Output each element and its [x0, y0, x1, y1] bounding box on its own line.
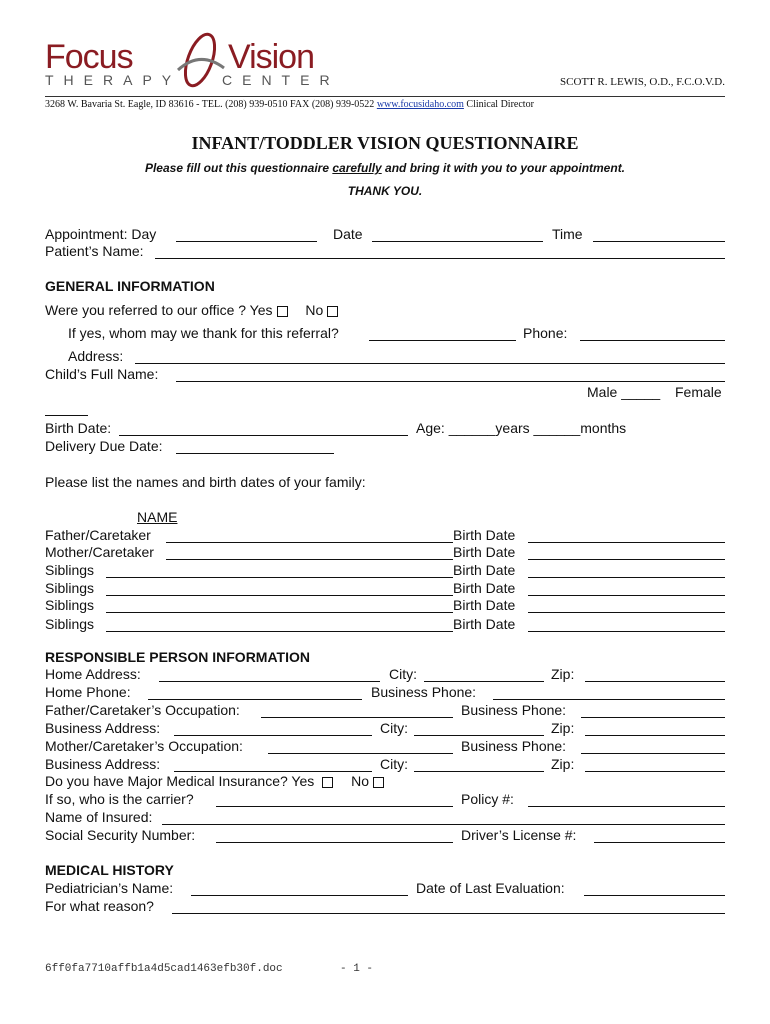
family-name-header: NAME — [137, 509, 178, 525]
father-city-label: City: — [380, 720, 408, 736]
father-zip-field[interactable] — [585, 735, 725, 736]
family-row-label: Siblings — [45, 597, 95, 613]
responsible-heading: RESPONSIBLE PERSON INFORMATION — [45, 649, 310, 665]
home-address-field[interactable] — [159, 681, 380, 682]
family-birth-label: Birth Date — [453, 580, 516, 596]
family-row-label: Father/Caretaker — [45, 527, 151, 543]
family-name-field[interactable] — [106, 577, 453, 578]
business-phone-field[interactable] — [493, 699, 725, 700]
female-label: Female — [675, 384, 722, 400]
medical-history-heading: MEDICAL HISTORY — [45, 862, 174, 878]
last-eval-field[interactable] — [584, 895, 725, 896]
website-link[interactable]: www.focusidaho.com — [376, 99, 464, 110]
insurance-yes-checkbox[interactable] — [322, 777, 333, 788]
referral-phone-label: Phone: — [523, 325, 568, 341]
male-field[interactable]: Male _____ — [587, 384, 661, 400]
father-occupation-label: Father/Caretaker’s Occupation: — [45, 702, 240, 718]
carrier-label: If so, who is the carrier? — [45, 791, 194, 807]
home-zip-label: Zip: — [551, 666, 575, 682]
family-birth-field[interactable] — [528, 542, 725, 543]
clinic-address — [45, 99, 534, 110]
patient-name-label: Patient’s Name: — [45, 243, 144, 259]
appointment-time-field[interactable] — [593, 241, 725, 242]
family-row-label: Mother/Caretaker — [45, 544, 154, 560]
referred-yes-checkbox[interactable] — [277, 306, 288, 317]
ssn-label: Social Security Number: — [45, 827, 196, 843]
family-birth-label: Birth Date — [453, 562, 516, 578]
logo-vision-text: Vision — [228, 38, 314, 76]
referral-address-field[interactable] — [135, 363, 725, 364]
family-name-field[interactable] — [166, 542, 453, 543]
license-field[interactable] — [594, 842, 725, 843]
referred-question — [45, 302, 338, 319]
family-name-field[interactable] — [166, 559, 453, 560]
license-label: Driver’s License #: — [461, 827, 577, 843]
doctor-name: SCOTT R. LEWIS, O.D., F.C.O.V.D. — [560, 76, 725, 88]
pediatrician-label: Pediatrician’s Name: — [45, 880, 174, 896]
referral-whom-field[interactable] — [369, 340, 516, 341]
insurance-no-checkbox[interactable] — [373, 777, 384, 788]
family-name-field[interactable] — [106, 595, 453, 596]
family-row-label: Siblings — [45, 616, 95, 632]
family-birth-field[interactable] — [528, 631, 725, 632]
home-address-label: Home Address: — [45, 666, 141, 682]
insurance-label: Do you have Major Medical Insurance? Yes — [45, 773, 315, 789]
insured-name-label: Name of Insured: — [45, 809, 153, 825]
page-number: - 1 - — [340, 963, 374, 975]
family-row-label: Siblings — [45, 580, 95, 596]
instructions-text: Please fill out this questionnaire — [144, 161, 333, 175]
home-city-label: City: — [389, 666, 417, 682]
director-role: Clinical Director — [466, 99, 534, 110]
referred-no-label: No — [305, 302, 324, 318]
home-phone-field[interactable] — [148, 699, 362, 700]
age-field[interactable]: Age: ______years ______months — [416, 420, 627, 436]
insured-name-field[interactable] — [162, 824, 725, 825]
last-eval-label: Date of Last Evaluation: — [416, 880, 565, 896]
home-phone-label: Home Phone: — [45, 684, 131, 700]
logo-center-text: CENTER — [222, 72, 340, 88]
mother-business-address-field[interactable] — [174, 771, 372, 772]
instructions-text-end: and bring it with you to your appointment. — [381, 161, 626, 175]
father-city-field[interactable] — [414, 735, 544, 736]
referred-no-checkbox[interactable] — [327, 306, 338, 317]
carrier-field[interactable] — [216, 806, 453, 807]
father-occupation-field[interactable] — [261, 717, 453, 718]
female-field[interactable] — [45, 415, 88, 416]
father-business-address-field[interactable] — [174, 735, 372, 736]
header-rule — [45, 96, 725, 97]
instructions-emphasis: carefully — [332, 161, 382, 175]
mother-occupation-field[interactable] — [268, 753, 453, 754]
family-prompt: Please list the names and birth dates of your family: — [45, 474, 366, 490]
page-title: INFANT/TODDLER VISION QUESTIONNAIRE — [191, 133, 579, 153]
appointment-day-label: Appointment: Day — [45, 226, 157, 242]
family-birth-label: Birth Date — [453, 597, 516, 613]
home-zip-field[interactable] — [585, 681, 725, 682]
address-text: 3268 W. Bavaria St. Eagle, ID 83616 - TEL. (208) 939-0510 FAX (208) 939-0522 — [45, 99, 375, 110]
mother-city-label: City: — [380, 756, 408, 772]
patient-name-field[interactable] — [155, 258, 725, 259]
referral-whom-label: If yes, whom may we thank for this referral? — [68, 325, 339, 341]
family-birth-label: Birth Date — [453, 616, 516, 632]
referral-phone-field[interactable] — [580, 340, 725, 341]
mother-zip-label: Zip: — [551, 756, 575, 772]
insurance-no-label: No — [351, 773, 370, 789]
mother-business-address-label: Business Address: — [45, 756, 161, 772]
referral-address-label: Address: — [68, 348, 124, 364]
mother-business-phone-field[interactable] — [581, 753, 725, 754]
policy-field[interactable] — [528, 806, 725, 807]
father-zip-label: Zip: — [551, 720, 575, 736]
logo-therapy-text: THERAPY — [45, 72, 182, 88]
logo-focus-text: Focus — [45, 38, 133, 76]
policy-label: Policy #: — [461, 791, 514, 807]
birth-date-label: Birth Date: — [45, 420, 112, 436]
appointment-day-field[interactable] — [176, 241, 317, 242]
referred-label: Were you referred to our office ? Yes — [45, 302, 273, 318]
appointment-date-label: Date — [333, 226, 363, 242]
family-row-label: Siblings — [45, 562, 95, 578]
child-name-label: Child’s Full Name: — [45, 366, 159, 382]
due-date-label: Delivery Due Date: — [45, 438, 163, 454]
family-name-field[interactable] — [106, 612, 453, 613]
family-birth-field[interactable] — [528, 612, 725, 613]
appointment-date-field[interactable] — [372, 241, 543, 242]
child-name-field[interactable] — [176, 381, 725, 382]
reason-label: For what reason? — [45, 898, 154, 914]
family-birth-field[interactable] — [528, 577, 725, 578]
business-phone-label: Business Phone: — [371, 684, 477, 700]
home-city-field[interactable] — [424, 681, 544, 682]
pediatrician-field[interactable] — [191, 895, 408, 896]
thank-you: THANK YOU. — [347, 184, 423, 198]
family-birth-field[interactable] — [528, 559, 725, 560]
mother-business-phone-label: Business Phone: — [461, 738, 567, 754]
father-business-address-label: Business Address: — [45, 720, 161, 736]
family-birth-label: Birth Date — [453, 544, 516, 560]
father-business-phone-label: Business Phone: — [461, 702, 567, 718]
father-business-phone-field[interactable] — [581, 717, 725, 718]
family-birth-field[interactable] — [528, 595, 725, 596]
family-birth-label: Birth Date — [453, 527, 516, 543]
general-info-heading: GENERAL INFORMATION — [45, 278, 215, 294]
birth-date-field[interactable] — [119, 435, 408, 436]
mother-city-field[interactable] — [414, 771, 544, 772]
due-date-field[interactable] — [176, 453, 334, 454]
instructions — [0, 161, 770, 175]
mother-occupation-label: Mother/Caretaker’s Occupation: — [45, 738, 243, 754]
insurance-question — [45, 773, 384, 790]
mother-zip-field[interactable] — [585, 771, 725, 772]
appointment-time-label: Time — [552, 226, 583, 242]
ssn-field[interactable] — [216, 842, 453, 843]
reason-field[interactable] — [172, 913, 725, 914]
family-name-field[interactable] — [106, 631, 453, 632]
footer-filename: 6ff0fa7710affb1a4d5cad1463efb30f.doc — [45, 963, 283, 975]
